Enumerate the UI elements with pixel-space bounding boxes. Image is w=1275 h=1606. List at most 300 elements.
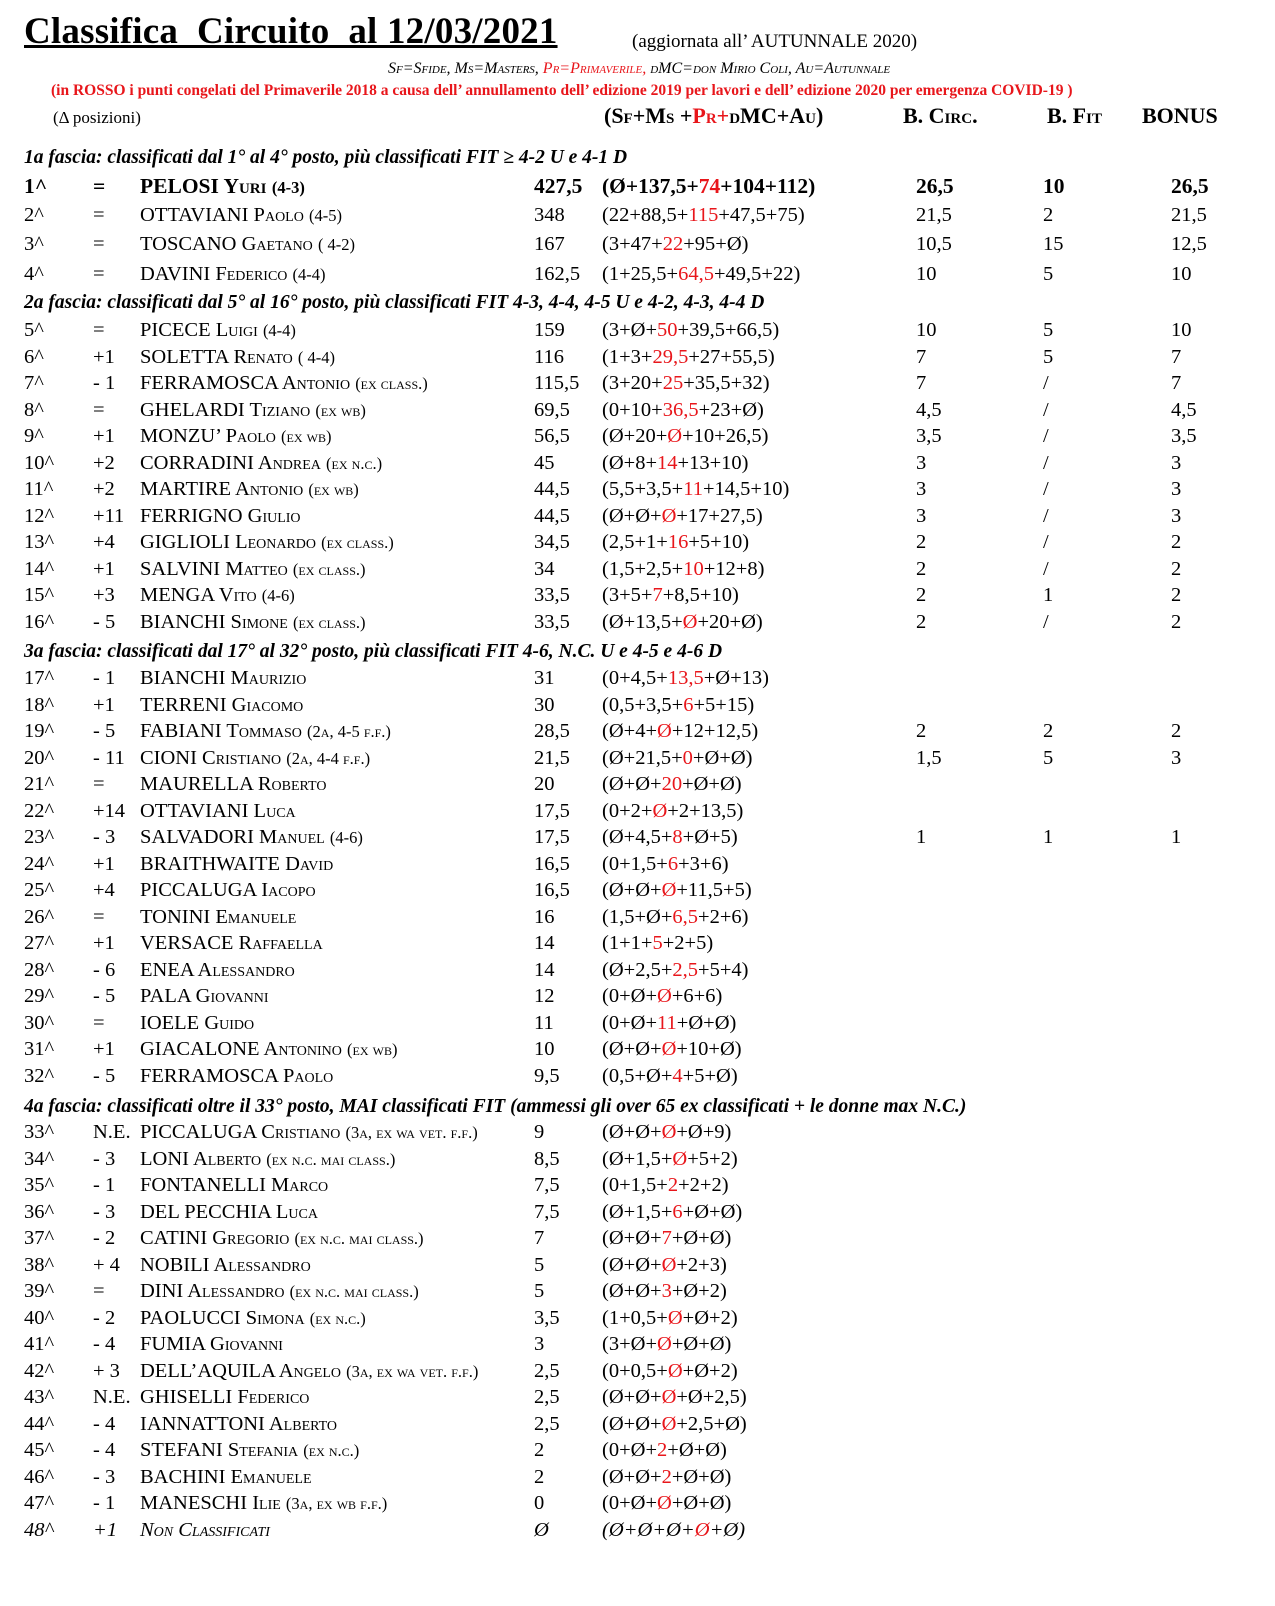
position-change-cell: - 5: [93, 611, 116, 633]
formula-part: +47,5+75): [718, 204, 805, 226]
player-name-cell: [140, 1012, 254, 1035]
b-fit-cell: /: [1043, 558, 1049, 580]
rank-cell: 18^: [24, 694, 55, 716]
points-cell: 8,5: [534, 1148, 560, 1170]
frozen-points: Ø: [661, 1386, 677, 1408]
b-circ-cell: 1,5: [916, 747, 942, 769]
player-name-cell: [140, 478, 359, 501]
frozen-points: 36,5: [662, 399, 699, 421]
rank-cell: 10^: [24, 452, 55, 474]
points-cell: 7,5: [534, 1201, 560, 1223]
frozen-points: 6: [672, 1201, 683, 1223]
position-change-cell: - 1: [93, 1492, 116, 1514]
formula-part: (2,5+1+: [602, 531, 668, 553]
position-change-cell: - 5: [93, 985, 116, 1007]
position-change-cell: - 3: [93, 1466, 116, 1488]
column-header-b-circ: B. Circ.: [903, 103, 978, 128]
formula-part: +12+8): [703, 558, 765, 580]
formula-cell: [602, 452, 748, 475]
player-name-cell: [140, 932, 323, 955]
points-cell: 7,5: [534, 1174, 560, 1196]
position-change-cell: - 3: [93, 1148, 116, 1170]
formula-cell: [602, 1466, 731, 1489]
rank-cell: 5^: [24, 319, 44, 341]
bonus-cell: 3,5: [1171, 425, 1197, 447]
player-note: (ex n.c.): [309, 1309, 366, 1328]
formula-part: (22+88,5+: [602, 204, 689, 226]
table-row: [0, 478, 1275, 504]
position-change-cell: - 3: [93, 1201, 116, 1223]
position-change-cell: - 5: [93, 1065, 116, 1087]
formula-cell: [602, 773, 742, 796]
player-name: MANESCHI Ilie: [140, 1492, 281, 1514]
b-circ-cell: 7: [916, 372, 927, 394]
player-name: CORRADINI Andrea: [140, 452, 321, 474]
b-circ-cell: 26,5: [916, 174, 954, 198]
rank-cell: 42^: [24, 1360, 55, 1382]
b-circ-cell: 2: [916, 531, 927, 553]
bonus-cell: 2: [1171, 558, 1182, 580]
frozen-points: 115: [688, 204, 719, 226]
frozen-points: 16: [667, 531, 689, 553]
position-change-cell: - 11: [93, 747, 125, 769]
table-row: [0, 611, 1275, 637]
band-heading: 4a fascia: classificati oltre il 33° posto, MAI classificati FIT (ammessi gli over 65 ex classificati + le donne max N.C.): [24, 1096, 967, 1117]
formula-part: +49,5+22): [713, 263, 801, 285]
position-change-cell: N.E.: [93, 1121, 131, 1143]
position-change-cell: =: [93, 319, 105, 341]
b-circ-cell: 10,5: [916, 233, 952, 255]
formula-cell: [602, 667, 769, 690]
points-cell: 2,5: [534, 1413, 560, 1435]
formula-part: +8,5+10): [662, 584, 739, 606]
points-cell: 3: [534, 1333, 545, 1355]
player-name-cell: [140, 879, 316, 902]
b-fit-cell: 5: [1043, 319, 1054, 341]
formula-part: +5+15): [693, 694, 755, 716]
player-name-cell: [140, 204, 342, 227]
formula-part: (0+1,5+: [602, 1174, 668, 1196]
player-name-cell: [140, 985, 269, 1008]
formula-cell: [602, 372, 770, 395]
formula-part: +2+6): [698, 906, 749, 928]
b-fit-cell: /: [1043, 425, 1049, 447]
band-heading: 2a fascia: classificati dal 5° al 16° posto, più classificati FIT 4-3, 4-4, 4-5 U e 4-2, 4-3, 4-4 D: [24, 292, 765, 313]
table-row: [0, 1492, 1275, 1518]
position-change-cell: - 5: [93, 720, 116, 742]
player-note: (2a, 4-5 f.f.): [307, 722, 391, 741]
rank-cell: 13^: [24, 531, 55, 553]
rank-cell: 36^: [24, 1201, 55, 1223]
frozen-points: 13,5: [667, 667, 704, 689]
formula-part: (1+0,5+: [602, 1307, 668, 1329]
formula-part: +Ø+2): [682, 1360, 738, 1382]
player-note: (2a, 4-4 f.f.): [286, 749, 371, 768]
player-note: ( 4-4): [297, 348, 335, 367]
player-name: TOSCANO Gaetano: [140, 233, 313, 255]
legend-part-red: Pr=Primaverile,: [542, 60, 647, 77]
table-row: [0, 1439, 1275, 1465]
formula-part: (Ø+137,5+: [602, 174, 699, 198]
frozen-points: Ø: [672, 1148, 688, 1170]
table-row: [0, 319, 1275, 345]
points-cell: 5: [534, 1254, 545, 1276]
frozen-points: Ø: [661, 1038, 677, 1060]
formula-part: +95+Ø): [683, 233, 749, 255]
table-row: [0, 906, 1275, 932]
player-name: PICCALUGA Iacopo: [140, 879, 316, 901]
formula-part: +Ø+9): [676, 1121, 732, 1143]
formula-cell: [602, 1386, 747, 1409]
b-circ-cell: 3: [916, 478, 927, 500]
bonus-cell: 3: [1171, 505, 1182, 527]
player-name-cell: [140, 233, 355, 256]
formula-cell: [602, 319, 779, 342]
table-row: [0, 1065, 1275, 1091]
player-name-cell: [140, 720, 391, 743]
rank-cell: 14^: [24, 558, 55, 580]
rank-cell: 48^: [24, 1519, 54, 1541]
player-name: FERRAMOSCA Paolo: [140, 1065, 334, 1087]
player-name-cell: [140, 1360, 478, 1383]
rank-cell: 8^: [24, 399, 44, 421]
player-name: STEFANI Stefania: [140, 1439, 299, 1461]
rank-cell: 43^: [24, 1386, 55, 1408]
formula-part: (Ø+Ø+Ø+: [602, 1519, 695, 1541]
formula-part: +20+Ø): [697, 611, 763, 633]
table-row: [0, 1121, 1275, 1147]
rank-cell: 2^: [24, 204, 44, 226]
player-name: FABIANI Tommaso: [140, 720, 302, 742]
rank-cell: 3^: [24, 233, 44, 255]
formula-part: (3+Ø+: [602, 319, 658, 341]
points-cell: 159: [534, 319, 565, 341]
legend: [388, 60, 890, 78]
b-circ-cell: 10: [916, 263, 937, 285]
player-name: OTTAVIANI Paolo: [140, 204, 304, 226]
frozen-points: 6,5: [672, 906, 699, 928]
formula-part: +2+13,5): [667, 800, 744, 822]
formula-part: +Ø+Ø): [671, 1466, 732, 1488]
bonus-cell: 1: [1171, 826, 1182, 848]
points-cell: 20: [534, 773, 555, 795]
formula-part: (1,5+Ø+: [602, 906, 673, 928]
points-cell: 5: [534, 1280, 545, 1302]
table-row: [0, 879, 1275, 905]
frozen-points: Ø: [661, 1121, 677, 1143]
rank-cell: 17^: [24, 667, 55, 689]
formula-part: +Ø+2): [671, 1280, 727, 1302]
formula-part: (Ø+8+: [602, 452, 658, 474]
points-cell: 44,5: [534, 478, 570, 500]
frozen-points: 11: [657, 1012, 677, 1034]
player-name-cell: [140, 263, 326, 286]
legend-part: Sf=Sfide, Ms=Masters,: [388, 60, 543, 77]
frozen-points: Ø: [667, 425, 683, 447]
rank-cell: 9^: [24, 425, 44, 447]
player-name: PELOSI Yuri: [140, 174, 267, 198]
position-change-cell: +2: [93, 478, 115, 500]
points-cell: 33,5: [534, 584, 570, 606]
frozen-points: 50: [657, 319, 678, 341]
player-note: (ex wb): [281, 427, 332, 446]
player-name: Non Classificati: [140, 1519, 270, 1541]
player-note: (ex class.): [355, 374, 428, 393]
player-name-cell: [140, 174, 305, 199]
player-note: (ex wb): [308, 480, 359, 499]
formula-part: (3+5+: [602, 584, 653, 606]
player-name: MARTIRE Antonio: [140, 478, 304, 500]
bonus-cell: 2: [1171, 584, 1182, 606]
bonus-cell: 7: [1171, 346, 1182, 368]
player-name: CATINI Gregorio: [140, 1227, 290, 1249]
formula-cell: [602, 747, 752, 770]
bonus-cell: 4,5: [1171, 399, 1197, 421]
table-row: [0, 1413, 1275, 1439]
frozen-points: Ø: [667, 1307, 683, 1329]
formula-part: (1+25,5+: [602, 263, 679, 285]
formula-part: +Ø+Ø): [682, 773, 742, 795]
player-name-cell: [140, 1254, 311, 1277]
rank-cell: 11^: [24, 478, 54, 500]
player-note: (ex wb): [315, 401, 366, 420]
formula-cell: [602, 694, 754, 717]
player-name-cell: [140, 1121, 478, 1144]
player-name-cell: [140, 1386, 309, 1409]
position-change-cell: - 6: [93, 959, 116, 981]
position-change-cell: +1: [93, 346, 115, 368]
formula-cell: [602, 1413, 747, 1436]
player-note: ( 4-2): [317, 235, 356, 254]
column-header-formula: [604, 103, 823, 129]
formula-part: (Ø+20+: [602, 425, 668, 447]
points-cell: 30: [534, 694, 555, 716]
formula-cell: [602, 1439, 727, 1462]
table-row: [0, 932, 1275, 958]
formula-cell: [602, 1012, 736, 1035]
rank-cell: 40^: [24, 1307, 55, 1329]
bonus-cell: 21,5: [1171, 204, 1207, 226]
position-change-cell: +3: [93, 584, 115, 606]
table-row: [0, 1360, 1275, 1386]
bonus-cell: 12,5: [1171, 233, 1207, 255]
formula-cell: [602, 531, 749, 554]
player-name: DELL’AQUILA Angelo: [140, 1360, 341, 1382]
points-cell: Ø: [534, 1519, 549, 1541]
b-circ-cell: 10: [916, 319, 937, 341]
rank-cell: 24^: [24, 853, 55, 875]
formula-cell: [602, 505, 763, 528]
position-change-cell: =: [93, 233, 105, 255]
frozen-points: 2,5: [672, 959, 699, 981]
player-name-cell: [140, 531, 394, 554]
formula-part: +Ø+Ø): [671, 1333, 732, 1355]
formula-cell: [602, 1307, 738, 1330]
table-row: [0, 505, 1275, 531]
table-row: [0, 452, 1275, 478]
position-change-cell: + 3: [93, 1360, 120, 1382]
position-change-cell: =: [93, 1012, 105, 1034]
points-cell: 0: [534, 1492, 545, 1514]
position-change-cell: +1: [93, 694, 115, 716]
points-cell: 31: [534, 667, 555, 689]
formula-part: (Ø+Ø+: [602, 1038, 662, 1060]
player-name: BRAITHWAITE David: [140, 853, 334, 875]
formula-cell: [602, 879, 752, 902]
formula-part: +Ø+2): [682, 1307, 738, 1329]
table-row: [0, 174, 1275, 200]
formula-cell: [602, 399, 764, 422]
points-cell: 33,5: [534, 611, 570, 633]
formula-cell: [602, 1519, 745, 1542]
table-row: [0, 853, 1275, 879]
player-name-cell: [140, 800, 296, 823]
position-change-cell: +14: [93, 800, 126, 822]
points-cell: 16,5: [534, 853, 570, 875]
formula-part: (Ø+4+: [602, 720, 658, 742]
player-note: (4-6): [261, 586, 295, 605]
rank-cell: 37^: [24, 1227, 55, 1249]
position-change-cell: +1: [93, 1519, 118, 1541]
player-note: (ex n.c. mai class.): [294, 1229, 424, 1248]
points-cell: 9: [534, 1121, 545, 1143]
formula-cell: [602, 1227, 731, 1250]
table-row: [0, 959, 1275, 985]
formula-part: +Ø+5): [682, 826, 738, 848]
formula-part: (Ø+Ø+: [602, 1466, 662, 1488]
formula-part: (Ø+4,5+: [602, 826, 673, 848]
b-circ-cell: 4,5: [916, 399, 942, 421]
position-change-cell: =: [93, 906, 105, 928]
b-fit-cell: /: [1043, 505, 1049, 527]
player-name-cell: [140, 1492, 387, 1515]
points-cell: 69,5: [534, 399, 570, 421]
formula-part: +5+Ø): [682, 1065, 738, 1087]
position-change-cell: +1: [93, 932, 115, 954]
frozen-points: Ø: [667, 1360, 683, 1382]
table-row: [0, 667, 1275, 693]
player-name: PICCALUGA Cristiano: [140, 1121, 341, 1143]
formula-part: +3+6): [678, 853, 729, 875]
frozen-points: 2: [657, 1439, 668, 1461]
player-name-cell: [140, 372, 428, 395]
b-fit-cell: 5: [1043, 263, 1054, 285]
frozen-points: 7: [652, 584, 663, 606]
formula-part: +Ø+Ø): [667, 1439, 727, 1461]
player-name: PAOLUCCI Simona: [140, 1307, 305, 1329]
formula-part: (0+1,5+: [602, 853, 668, 875]
position-change-cell: =: [93, 773, 105, 795]
player-note: (ex n.c.): [326, 454, 383, 473]
bonus-cell: 2: [1171, 531, 1182, 553]
player-name-cell: [140, 667, 306, 690]
points-cell: 45: [534, 452, 555, 474]
table-row: [0, 1174, 1275, 1200]
frozen-points: Ø: [661, 1254, 677, 1276]
formula-part: (Ø+1,5+: [602, 1148, 673, 1170]
rank-cell: 38^: [24, 1254, 55, 1276]
player-name-cell: [140, 319, 296, 342]
points-cell: 10: [534, 1038, 555, 1060]
formula-cell: [602, 1121, 731, 1144]
formula-cell: [602, 985, 722, 1008]
b-fit-cell: /: [1043, 372, 1049, 394]
table-row: [0, 747, 1275, 773]
position-change-cell: =: [93, 263, 105, 285]
points-cell: 11: [534, 1012, 554, 1034]
frozen-points: 6: [683, 694, 694, 716]
points-cell: 7: [534, 1227, 545, 1249]
position-change-cell: - 1: [93, 1174, 116, 1196]
frozen-points: 64,5: [678, 263, 714, 285]
frozen-points: 2: [667, 1174, 679, 1196]
table-row: [0, 1254, 1275, 1280]
frozen-points: Ø: [652, 800, 668, 822]
player-name: DAVINI Federico: [140, 263, 288, 285]
player-name: BIANCHI Simone: [140, 611, 288, 633]
frozen-points: 74: [698, 174, 721, 198]
player-note: (ex class.): [292, 560, 366, 579]
player-name: DEL PECCHIA Luca: [140, 1201, 318, 1223]
table-row: [0, 773, 1275, 799]
frozen-points: 3: [661, 1280, 672, 1302]
points-cell: 2,5: [534, 1386, 560, 1408]
player-name-cell: [140, 1174, 328, 1197]
player-name: FERRIGNO Giulio: [140, 505, 301, 527]
b-fit-cell: 2: [1043, 204, 1054, 226]
b-fit-cell: 2: [1043, 720, 1054, 742]
position-change-cell: - 1: [93, 372, 116, 394]
player-note: (3a, ex wa vet. f.f.): [346, 1362, 479, 1381]
player-name: IOELE Guido: [140, 1012, 255, 1034]
position-change-cell: =: [93, 399, 105, 421]
b-fit-cell: 5: [1043, 747, 1054, 769]
player-name: GIACALONE Antonino: [140, 1038, 342, 1060]
formula-part: (0+0,5+: [602, 1360, 668, 1382]
points-cell: 2: [534, 1466, 545, 1488]
player-name-cell: [140, 1038, 397, 1061]
formula-part: (Ø+Ø+: [602, 505, 662, 527]
points-cell: 17,5: [534, 800, 570, 822]
player-name: TERRENI Giacomo: [140, 694, 304, 716]
player-name: MONZU’ Paolo: [140, 425, 276, 447]
formula-part: +Ø+Ø): [671, 1492, 732, 1514]
rank-cell: 29^: [24, 985, 55, 1007]
formula-cell: [602, 1174, 729, 1197]
formula-cell: [602, 959, 748, 982]
frozen-points: 8: [672, 826, 683, 848]
points-cell: 167: [534, 233, 565, 255]
formula-cell: [602, 1201, 742, 1224]
player-note: (ex class.): [321, 533, 394, 552]
b-fit-cell: /: [1043, 399, 1049, 421]
rank-cell: 22^: [24, 800, 55, 822]
points-cell: 34,5: [534, 531, 570, 553]
table-row: [0, 1307, 1275, 1333]
frozen-points: 14: [657, 452, 678, 474]
formula-cell: [602, 826, 738, 849]
rank-cell: 47^: [24, 1492, 55, 1514]
formula-part: (3+47+: [602, 233, 663, 255]
band-heading: 3a fascia: classificati dal 17° al 32° posto, più classificati FIT 4-6, N.C. U e 4-5 e 4-6 D: [24, 641, 723, 662]
table-row: [0, 531, 1275, 557]
formula-cell: [602, 720, 758, 743]
player-name: TONINI Emanuele: [140, 906, 297, 928]
position-change-cell: =: [93, 1280, 105, 1302]
player-name-cell: [140, 399, 366, 422]
frozen-points: 0: [682, 747, 693, 769]
bonus-cell: 10: [1171, 263, 1192, 285]
